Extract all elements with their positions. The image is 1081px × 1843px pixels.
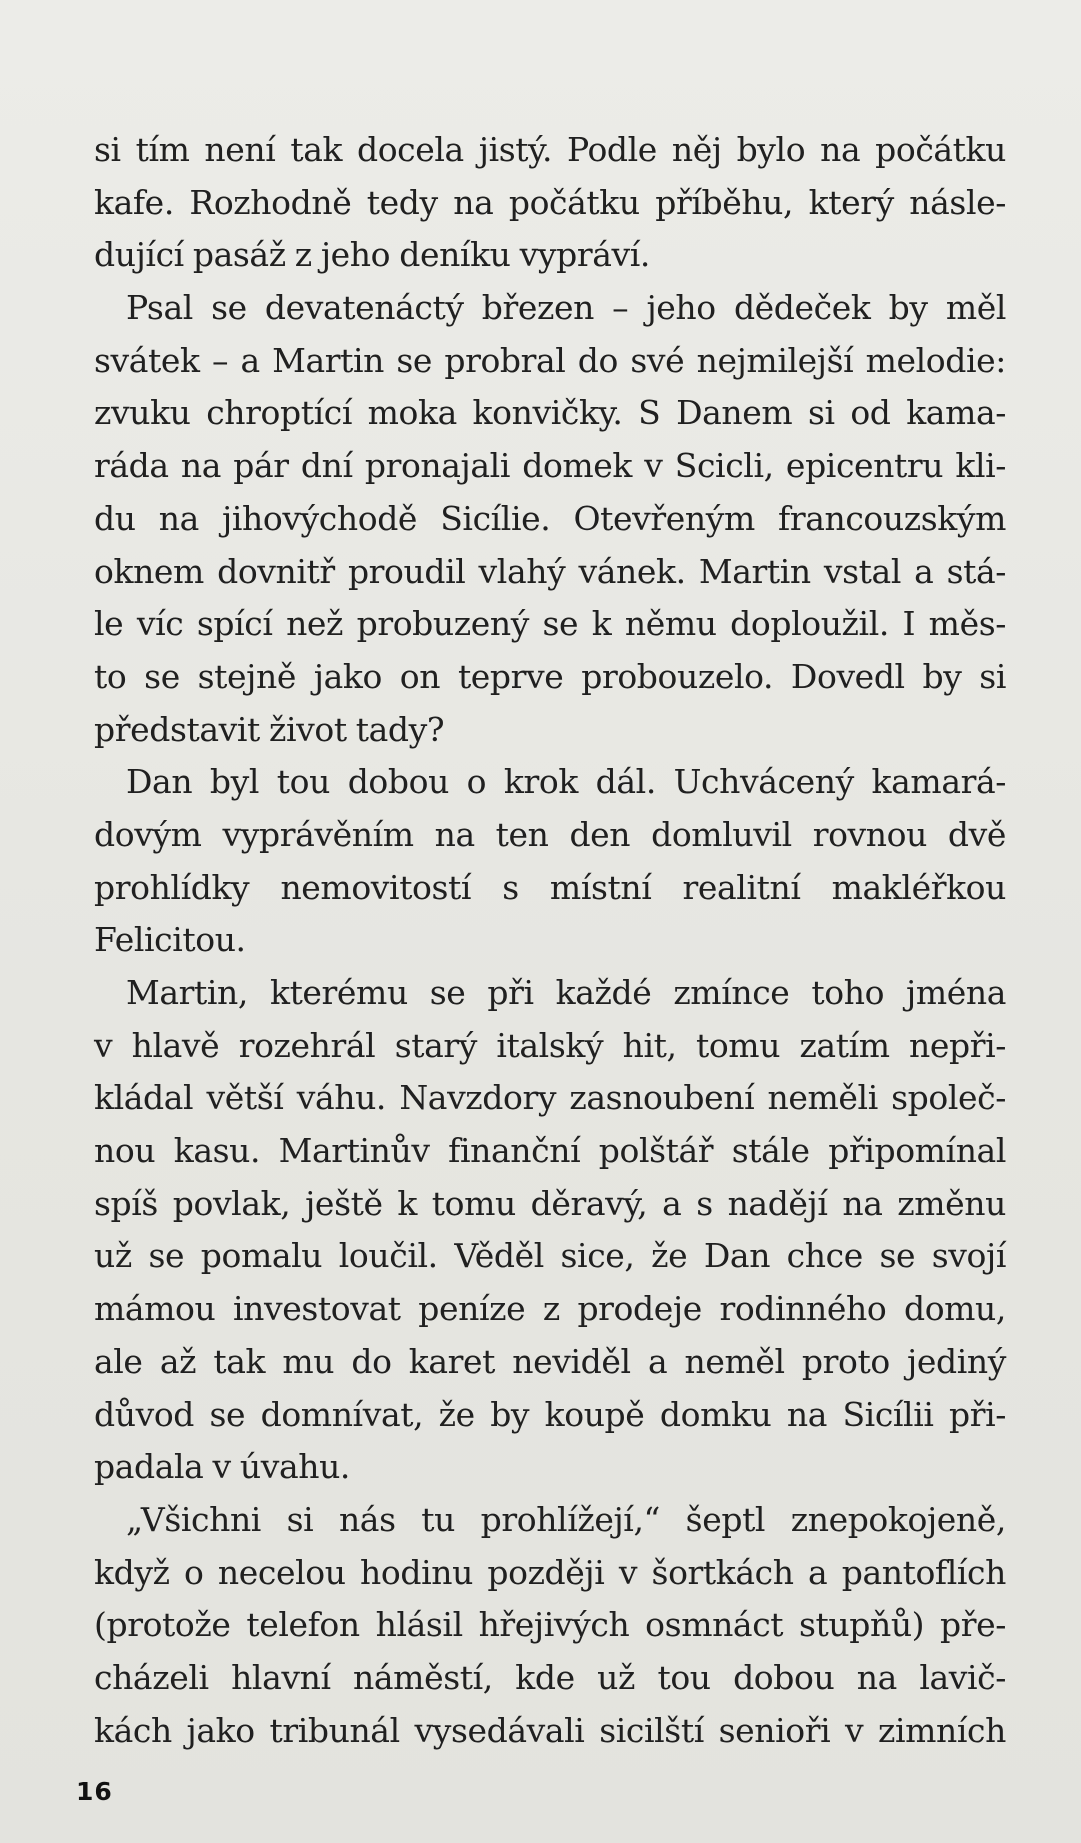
text-line-content: když o necelou hodinu později v šortkách a pantoflích xyxy=(94,1552,1006,1592)
text-line xyxy=(94,967,1006,1020)
text-line xyxy=(94,1283,1006,1336)
text-line-content: spíš povlak, ještě k tomu děravý, a s nadějí na změnu xyxy=(94,1183,1006,1223)
text-line-content: už se pomalu loučil. Věděl sice, že Dan chce se svojí xyxy=(94,1236,1006,1276)
text-line xyxy=(94,282,1006,335)
text-line xyxy=(94,1389,1006,1442)
text-line-content: ale až tak mu do karet neviděl a neměl proto jediný xyxy=(94,1341,1006,1381)
text-line xyxy=(94,335,1006,388)
text-line xyxy=(94,651,1006,704)
text-line-content: kách jako tribunál vysedávali sicilští senioři v zimních xyxy=(94,1710,1006,1750)
text-line xyxy=(94,704,1006,757)
text-line xyxy=(94,862,1006,915)
text-line-content: dující pasáž z jeho deníku vypráví. xyxy=(94,235,650,275)
text-line xyxy=(94,914,1006,967)
text-line xyxy=(94,546,1006,599)
text-line xyxy=(94,1072,1006,1125)
body-text xyxy=(94,124,1006,1757)
text-line-content: představit život tady? xyxy=(94,709,445,749)
text-line-content: důvod se domnívat, že by koupě domku na Sicílii při- xyxy=(94,1394,1006,1434)
text-line-content: zvuku chroptící moka konvičky. S Danem si od kama- xyxy=(94,393,1006,433)
text-line-content: le víc spící než probuzený se k němu doploužil. I měs- xyxy=(94,604,1006,644)
text-line-content: v hlavě rozehrál starý italský hit, tomu zatím nepři- xyxy=(94,1025,1006,1065)
text-line-content: nou kasu. Martinův finanční polštář stále připomínal xyxy=(94,1131,1006,1171)
text-line-content: Psal se devatenáctý březen – jeho dědeček by měl xyxy=(126,288,1006,328)
text-line-content: „Všichni si nás tu prohlížejí,“ šeptl znepokojeně, xyxy=(126,1499,1006,1539)
text-line-content: svátek – a Martin se probral do své nejmilejší melodie: xyxy=(94,340,1006,380)
text-line-content: si tím není tak docela jistý. Podle něj bylo na počátku xyxy=(94,130,1006,169)
text-line-content: dovým vyprávěním na ten den domluvil rovnou dvě xyxy=(94,814,1006,854)
page-number: 16 xyxy=(76,1777,113,1806)
text-line xyxy=(94,229,1006,282)
text-line xyxy=(94,440,1006,493)
text-line-content: du na jihovýchodě Sicílie. Otevřeným francouzským xyxy=(94,498,1006,538)
text-line xyxy=(94,493,1006,546)
text-line xyxy=(94,1494,1006,1547)
text-line xyxy=(94,1441,1006,1494)
text-line-content: Dan byl tou dobou o krok dál. Uchvácený kamará- xyxy=(126,762,1006,802)
text-line xyxy=(94,124,1006,177)
text-line-content: kafe. Rozhodně tedy na počátku příběhu, který násle- xyxy=(94,182,1006,222)
text-line xyxy=(94,387,1006,440)
text-line-content: padala v úvahu. xyxy=(94,1447,351,1487)
text-line xyxy=(94,1705,1006,1758)
text-line-content: oknem dovnitř proudil vlahý vánek. Martin vstal a stá- xyxy=(94,551,1006,591)
text-line xyxy=(94,1125,1006,1178)
text-line xyxy=(94,809,1006,862)
text-line-content: prohlídky nemovitostí s místní realitní makléřkou xyxy=(94,867,1006,907)
text-line xyxy=(94,1178,1006,1231)
text-line xyxy=(94,1547,1006,1600)
text-line-content: (protože telefon hlásil hřejivých osmnáct stupňů) pře- xyxy=(94,1605,1006,1645)
text-line xyxy=(94,1652,1006,1705)
text-line-content: ráda na pár dní pronajali domek v Scicli, epicentru kli- xyxy=(94,446,1006,486)
text-line xyxy=(94,177,1006,230)
text-line-content: Martin, kterému se při každé zmínce toho jména xyxy=(126,973,1006,1012)
text-line-content: kládal větší váhu. Navzdory zasnoubení neměli společ- xyxy=(94,1078,1006,1118)
text-line xyxy=(94,1336,1006,1389)
text-line xyxy=(94,1599,1006,1652)
text-line xyxy=(94,598,1006,651)
text-line xyxy=(94,756,1006,809)
text-line-content: cházeli hlavní náměstí, kde už tou dobou na lavič- xyxy=(94,1657,1006,1697)
text-line xyxy=(94,1230,1006,1283)
text-line xyxy=(94,1020,1006,1073)
text-line-content: Felicitou. xyxy=(94,920,246,960)
text-line-content: mámou investovat peníze z prodeje rodinného domu, xyxy=(94,1289,1006,1329)
text-line-content: to se stejně jako on teprve probouzelo. Dovedl by si xyxy=(94,656,1006,696)
